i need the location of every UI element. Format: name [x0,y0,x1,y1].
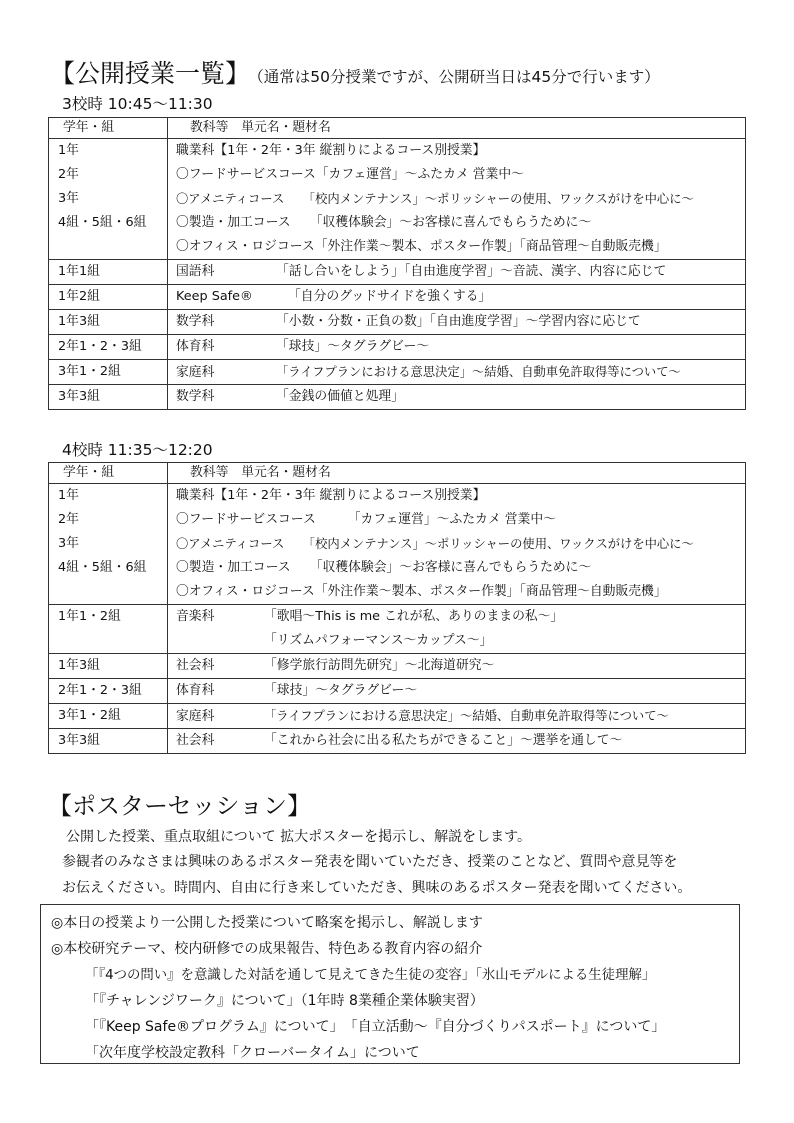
grade-label: 2年1・2・3組 [58,339,142,354]
grade-label: 3年3組 [58,389,100,404]
header-grade: 学年・組 [49,118,168,139]
poster-title: 【ポスターセッション】 [48,792,312,820]
grade-label: 3年3組 [58,733,100,748]
poster-info-box [40,904,740,1064]
subject-label: 家庭科 [176,365,215,380]
subject-label: 体育科 [176,339,215,354]
subject-label: 音楽科 [176,609,215,624]
period4-label: 4校時 11:35～12:20 [62,441,213,459]
course-line: 〇製造・加工コース 「収穫体験会」～お客様に喜んでもらうために～ [176,215,592,230]
table-row [49,310,746,335]
grade-label: 1年1組 [58,264,100,279]
box-line: 「『チャレンジワーク』について」（1年時 8業種企業体験実習） [85,993,484,1009]
grade-line: 2年 [58,512,79,527]
grade-label: 1年1・2組 [58,609,121,624]
table-row [49,679,746,704]
page-title: 【公開授業一覧】 [50,59,251,88]
unit-label: 「修学旅行訪問先研究」～北海道研究～ [264,658,495,673]
subject-label: 数学科 [176,389,215,404]
table-row [49,360,746,385]
table-row [49,335,746,360]
course-line: 職業科【1年・2年・3年 縦割りによるコース別授業】 [176,488,486,503]
grade-line: 2年 [58,167,79,182]
unit-label: 「自分のグッドサイドを強くする」 [288,289,492,304]
grade-line: 1年 [58,488,79,503]
course-cell [168,484,746,605]
course-line: 〇アメニティコース 「校内メンテナンス」～ポリッシャーの使用、ワックスがけを中心に～ [176,537,694,551]
grade-label: 1年3組 [58,314,100,329]
subject-label: 数学科 [176,314,215,329]
grade-line: 4組・5組・6組 [58,560,147,575]
grade-label: 3年1・2組 [58,364,121,379]
course-line: 〇フードサービスコース「カフェ運営」～ふたカメ 営業中～ [176,167,524,182]
page-heading [50,54,660,90]
subject-label: 体育科 [176,683,215,698]
grade-line: 1年 [58,143,79,158]
course-line: 〇製造・加工コース 「収穫体験会」～お客様に喜んでもらうために～ [176,560,592,575]
heading-note: （通常は50分授業ですが、公開研当日は45分で行います） [256,68,660,86]
course-line: 〇アメニティコース 「校内メンテナンス」～ポリッシャーの使用、ワックスがけを中心に～ [176,192,694,206]
unit-label: 「小数・分数・正負の数」「自由進度学習」～学習内容に応じて [276,314,641,329]
course-line: 〇フードサービスコース 「カフェ運営」～ふたカメ 営業中～ [176,512,556,527]
unit-label: 「球技」～タグラグビー～ [264,683,418,698]
header-subject: 教科等 単元名・題材名 [168,118,746,139]
course-line: 〇オフィス・ロジコース「外注作業～製本、ポスター作製」「商品管理～自動販売機」 [176,239,667,254]
unit-label: 「歌唱～This is me これが私、ありのままの私～」 [264,609,564,624]
header-subject: 教科等 単元名・題材名 [168,463,746,484]
period4-table [48,462,746,754]
unit-label: 「金銭の価値と処理」 [276,389,404,404]
period3-table [48,117,746,410]
box-line: ◎本校研究テーマ、校内研修での成果報告、特色ある教育内容の紹介 [51,941,483,957]
table-row [49,260,746,285]
course-cell [168,139,746,260]
table-row [49,654,746,679]
table-header-row [49,118,746,139]
grade-label: 3年1・2組 [58,708,121,723]
period3-label: 3校時 10:45～11:30 [62,95,213,113]
subject-label: 社会科 [176,733,215,748]
course-line: 職業科【1年・2年・3年 縦割りによるコース別授業】 [176,143,486,158]
course-line: 〇オフィス・ロジコース「外注作業～製本、ポスター作製」「商品管理～自動販売機」 [176,584,667,599]
unit-label: 「ライフプランにおける意思決定」～結婚、自動車免許取得等について～ [264,709,669,723]
box-line: ◎本日の授業より一公開した授業について略案を掲示し、解説します [51,915,483,931]
table-row [49,484,746,605]
header-grade: 学年・組 [49,463,168,484]
unit-label: 「これから社会に出る私たちができること」～選挙を通して～ [264,733,623,748]
table-row [49,704,746,729]
poster-para-line: 公開した授業、重点取組について 拡大ポスターを掲示し、解説をします。 [66,829,532,845]
grade-line: 3年 [58,536,79,551]
grade-line: 3年 [58,191,79,206]
subject-label: 家庭科 [176,709,215,724]
box-line: 「『4つの問い』を意識した対話を通して見えてきた生徒の変容」「氷山モデルによる生徒理解」 [85,968,656,983]
grade-line: 4組・5組・6組 [58,215,147,230]
box-line: 「次年度学校設定教科「クローバータイム」について [85,1045,420,1061]
table-row [49,139,746,260]
table-row [49,605,746,654]
unit-label: 「ライフプランにおける意思決定」～結婚、自動車免許取得等について～ [276,365,681,379]
grade-label: 1年3組 [58,658,100,673]
grade-cell [49,139,168,260]
unit-label: 「球技」～タグラグビー～ [276,339,430,354]
grade-cell [49,484,168,605]
poster-para-line: 参観者のみなさまは興味のあるポスター発表を聞いていただき、授業のことなど、質問や意見等を [62,854,678,870]
grade-label: 1年2組 [58,289,100,304]
grade-label: 2年1・2・3組 [58,683,142,698]
subject-label: 社会科 [176,658,215,673]
poster-para-line: お伝えください。時間内、自由に行き来していただき、興味のあるポスター発表を聞いてください。 [62,880,692,896]
subject-label: 国語科 [176,264,215,279]
table-row [49,285,746,310]
table-row [49,385,746,410]
table-row [49,729,746,754]
box-line: 「『Keep Safe®プログラム』について」 「自立活動～『自分づくりパスポート』について」 [85,1019,666,1035]
unit-label: 「話し合いをしよう」「自由進度学習」～音読、漢字、内容に応じて [276,264,667,279]
subject-label: Keep Safe® [176,289,253,304]
unit-label: 「リズムパフォーマンス～カップス～」 [264,633,493,648]
table-header-row [49,463,746,484]
